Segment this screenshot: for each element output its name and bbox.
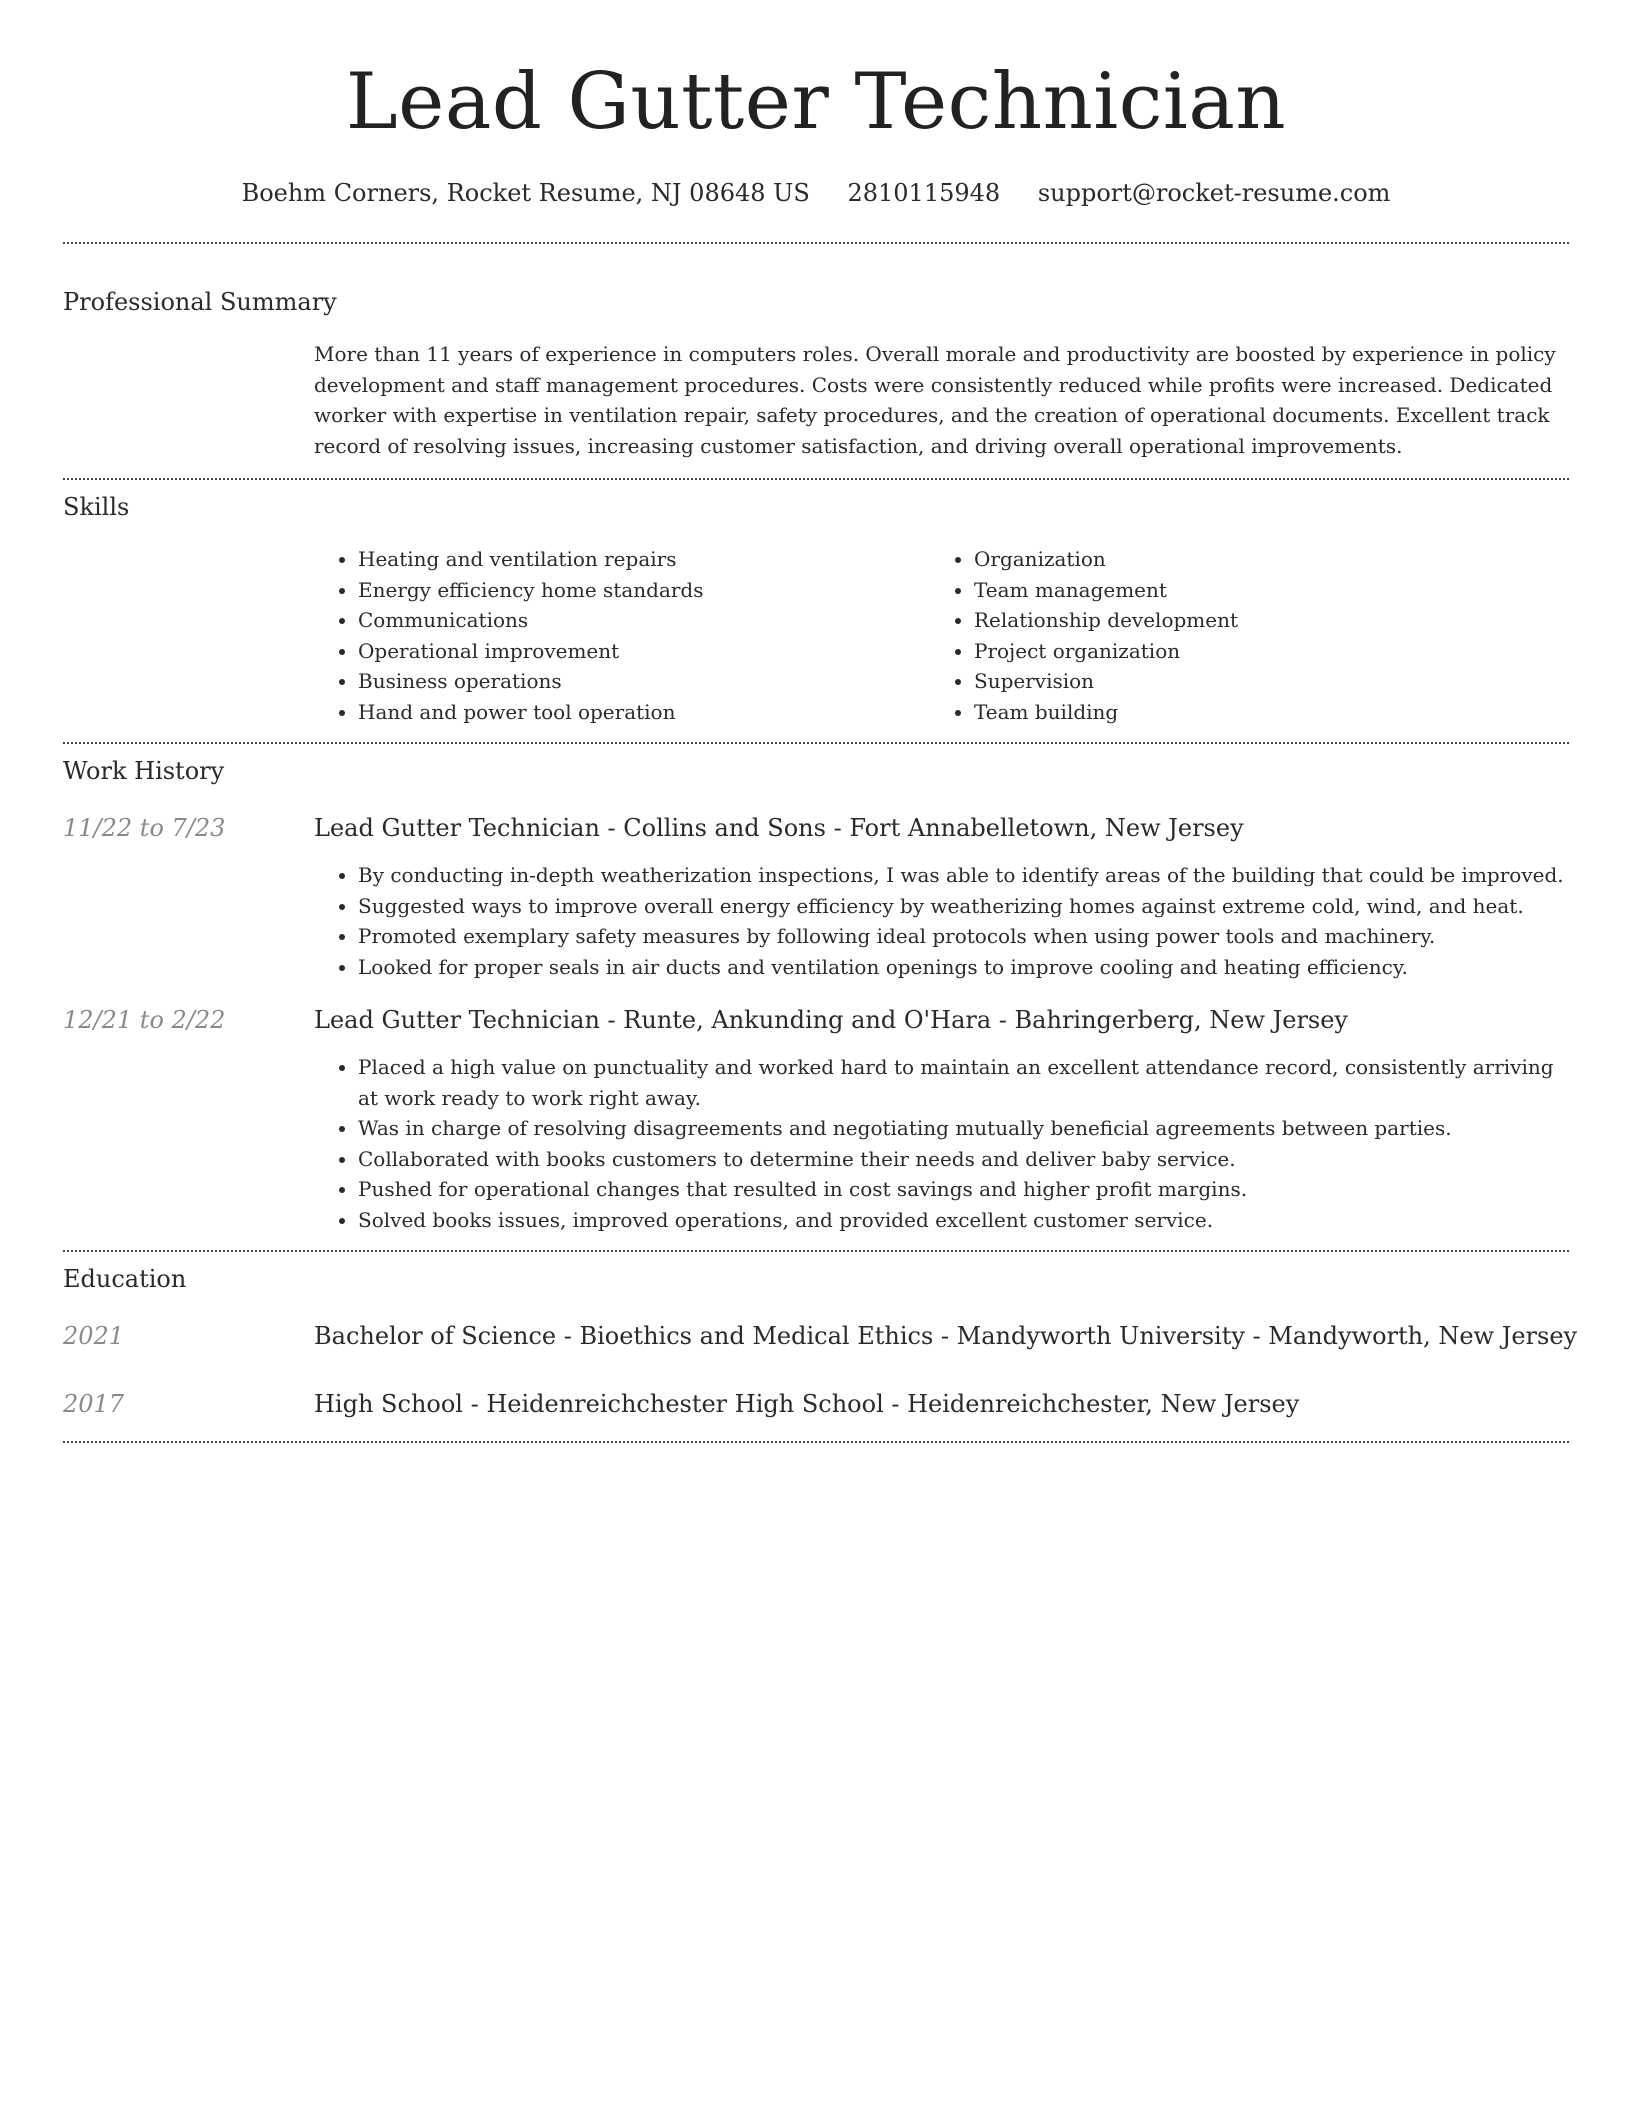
- skills-list: [314, 544, 1569, 727]
- education-entry: [63, 1389, 1569, 1419]
- work-bullets: [314, 1052, 1569, 1235]
- skill-item: • Organization: [974, 544, 1546, 575]
- contact-address: Boehm Corners, Rocket Resume, NJ 08648 US: [241, 179, 810, 207]
- skill-item: • Relationship development: [974, 605, 1546, 636]
- section-title-skills: Skills: [63, 493, 130, 521]
- contact-line: [63, 178, 1569, 208]
- skill-item: • Hand and power tool operation: [358, 697, 930, 728]
- skill-item: • Supervision: [974, 666, 1546, 697]
- education-year: 2021: [63, 1322, 125, 1350]
- resume-name: Lead Gutter Technician: [345, 57, 1287, 147]
- skills-column-right: [930, 544, 1546, 727]
- divider: [63, 478, 1569, 480]
- work-bullet: • Pushed for operational changes that resulted in cost savings and higher profit margins.: [358, 1174, 1569, 1205]
- work-bullet: • Placed a high value on punctuality and worked hard to maintain an excellent attendance record, consistently arriving at work ready to work right away.: [358, 1052, 1569, 1113]
- work-bullet: • Collaborated with books customers to determine their needs and deliver baby service.: [358, 1144, 1569, 1175]
- divider: [63, 742, 1569, 744]
- contact-phone: 2810115948: [847, 179, 1001, 207]
- divider: [63, 1250, 1569, 1252]
- education-year: 2017: [63, 1390, 125, 1418]
- work-entry-body: [314, 813, 1569, 982]
- contact-email: support@rocket-resume.com: [1037, 179, 1391, 207]
- skills-column-left: [314, 544, 930, 727]
- skill-item: • Business operations: [358, 666, 930, 697]
- work-bullet: • Looked for proper seals in air ducts and ventilation openings to improve cooling and heating efficiency.: [358, 952, 1569, 983]
- section-title-work-history: Work History: [63, 757, 225, 785]
- section-title-education: Education: [63, 1265, 187, 1293]
- education-text: High School - Heidenreichchester High School - Heidenreichchester, New Jersey: [314, 1390, 1300, 1418]
- skill-item: • Communications: [358, 605, 930, 636]
- work-bullet: • Was in charge of resolving disagreements and negotiating mutually beneficial agreements between parties.: [358, 1113, 1569, 1144]
- summary-text: More than 11 years of experience in computers roles. Overall morale and productivity are boosted by experience in policy development and staff management procedures. Costs were consistently reduced while profits were increased. Dedicated worker with expertise in ventilation repair, safety procedures, and the creation of operational documents. Excellent track record of resolving issues, increasing customer satisfaction, and driving overall operational improvements.: [314, 342, 1556, 458]
- work-bullet: • Promoted exemplary safety measures by following ideal protocols when using power tools and machinery.: [358, 921, 1569, 952]
- work-heading: Lead Gutter Technician - Runte, Ankunding and O'Hara - Bahringerberg, New Jersey: [314, 1006, 1348, 1034]
- education-text: Bachelor of Science - Bioethics and Medical Ethics - Mandyworth University - Mandyworth, New Jersey: [314, 1322, 1578, 1350]
- divider: [63, 242, 1569, 244]
- work-bullet: • Solved books issues, improved operations, and provided excellent customer service.: [358, 1205, 1569, 1236]
- section-title-summary: Professional Summary: [63, 288, 337, 316]
- skill-item: • Energy efficiency home standards: [358, 575, 930, 606]
- education-entry: [63, 1321, 1578, 1351]
- skill-item: • Heating and ventilation repairs: [358, 544, 930, 575]
- work-bullet: • Suggested ways to improve overall energy efficiency by weatherizing homes against extreme cold, wind, and heat.: [358, 891, 1569, 922]
- skill-item: • Project organization: [974, 636, 1546, 667]
- divider: [63, 1441, 1569, 1443]
- work-bullets: [314, 860, 1569, 982]
- skill-item: • Operational improvement: [358, 636, 930, 667]
- work-entry-body: [314, 1005, 1569, 1235]
- skill-item: • Team building: [974, 697, 1546, 728]
- skill-item: • Team management: [974, 575, 1546, 606]
- work-heading: Lead Gutter Technician - Collins and Sons - Fort Annabelletown, New Jersey: [314, 814, 1244, 842]
- work-entry: [63, 1005, 1569, 1235]
- work-entry: [63, 813, 1569, 982]
- work-dates: 11/22 to 7/23: [63, 814, 226, 842]
- work-bullet: • By conducting in-depth weatherization inspections, I was able to identify areas of the building that could be improved.: [358, 860, 1569, 891]
- work-dates: 12/21 to 2/22: [63, 1006, 226, 1034]
